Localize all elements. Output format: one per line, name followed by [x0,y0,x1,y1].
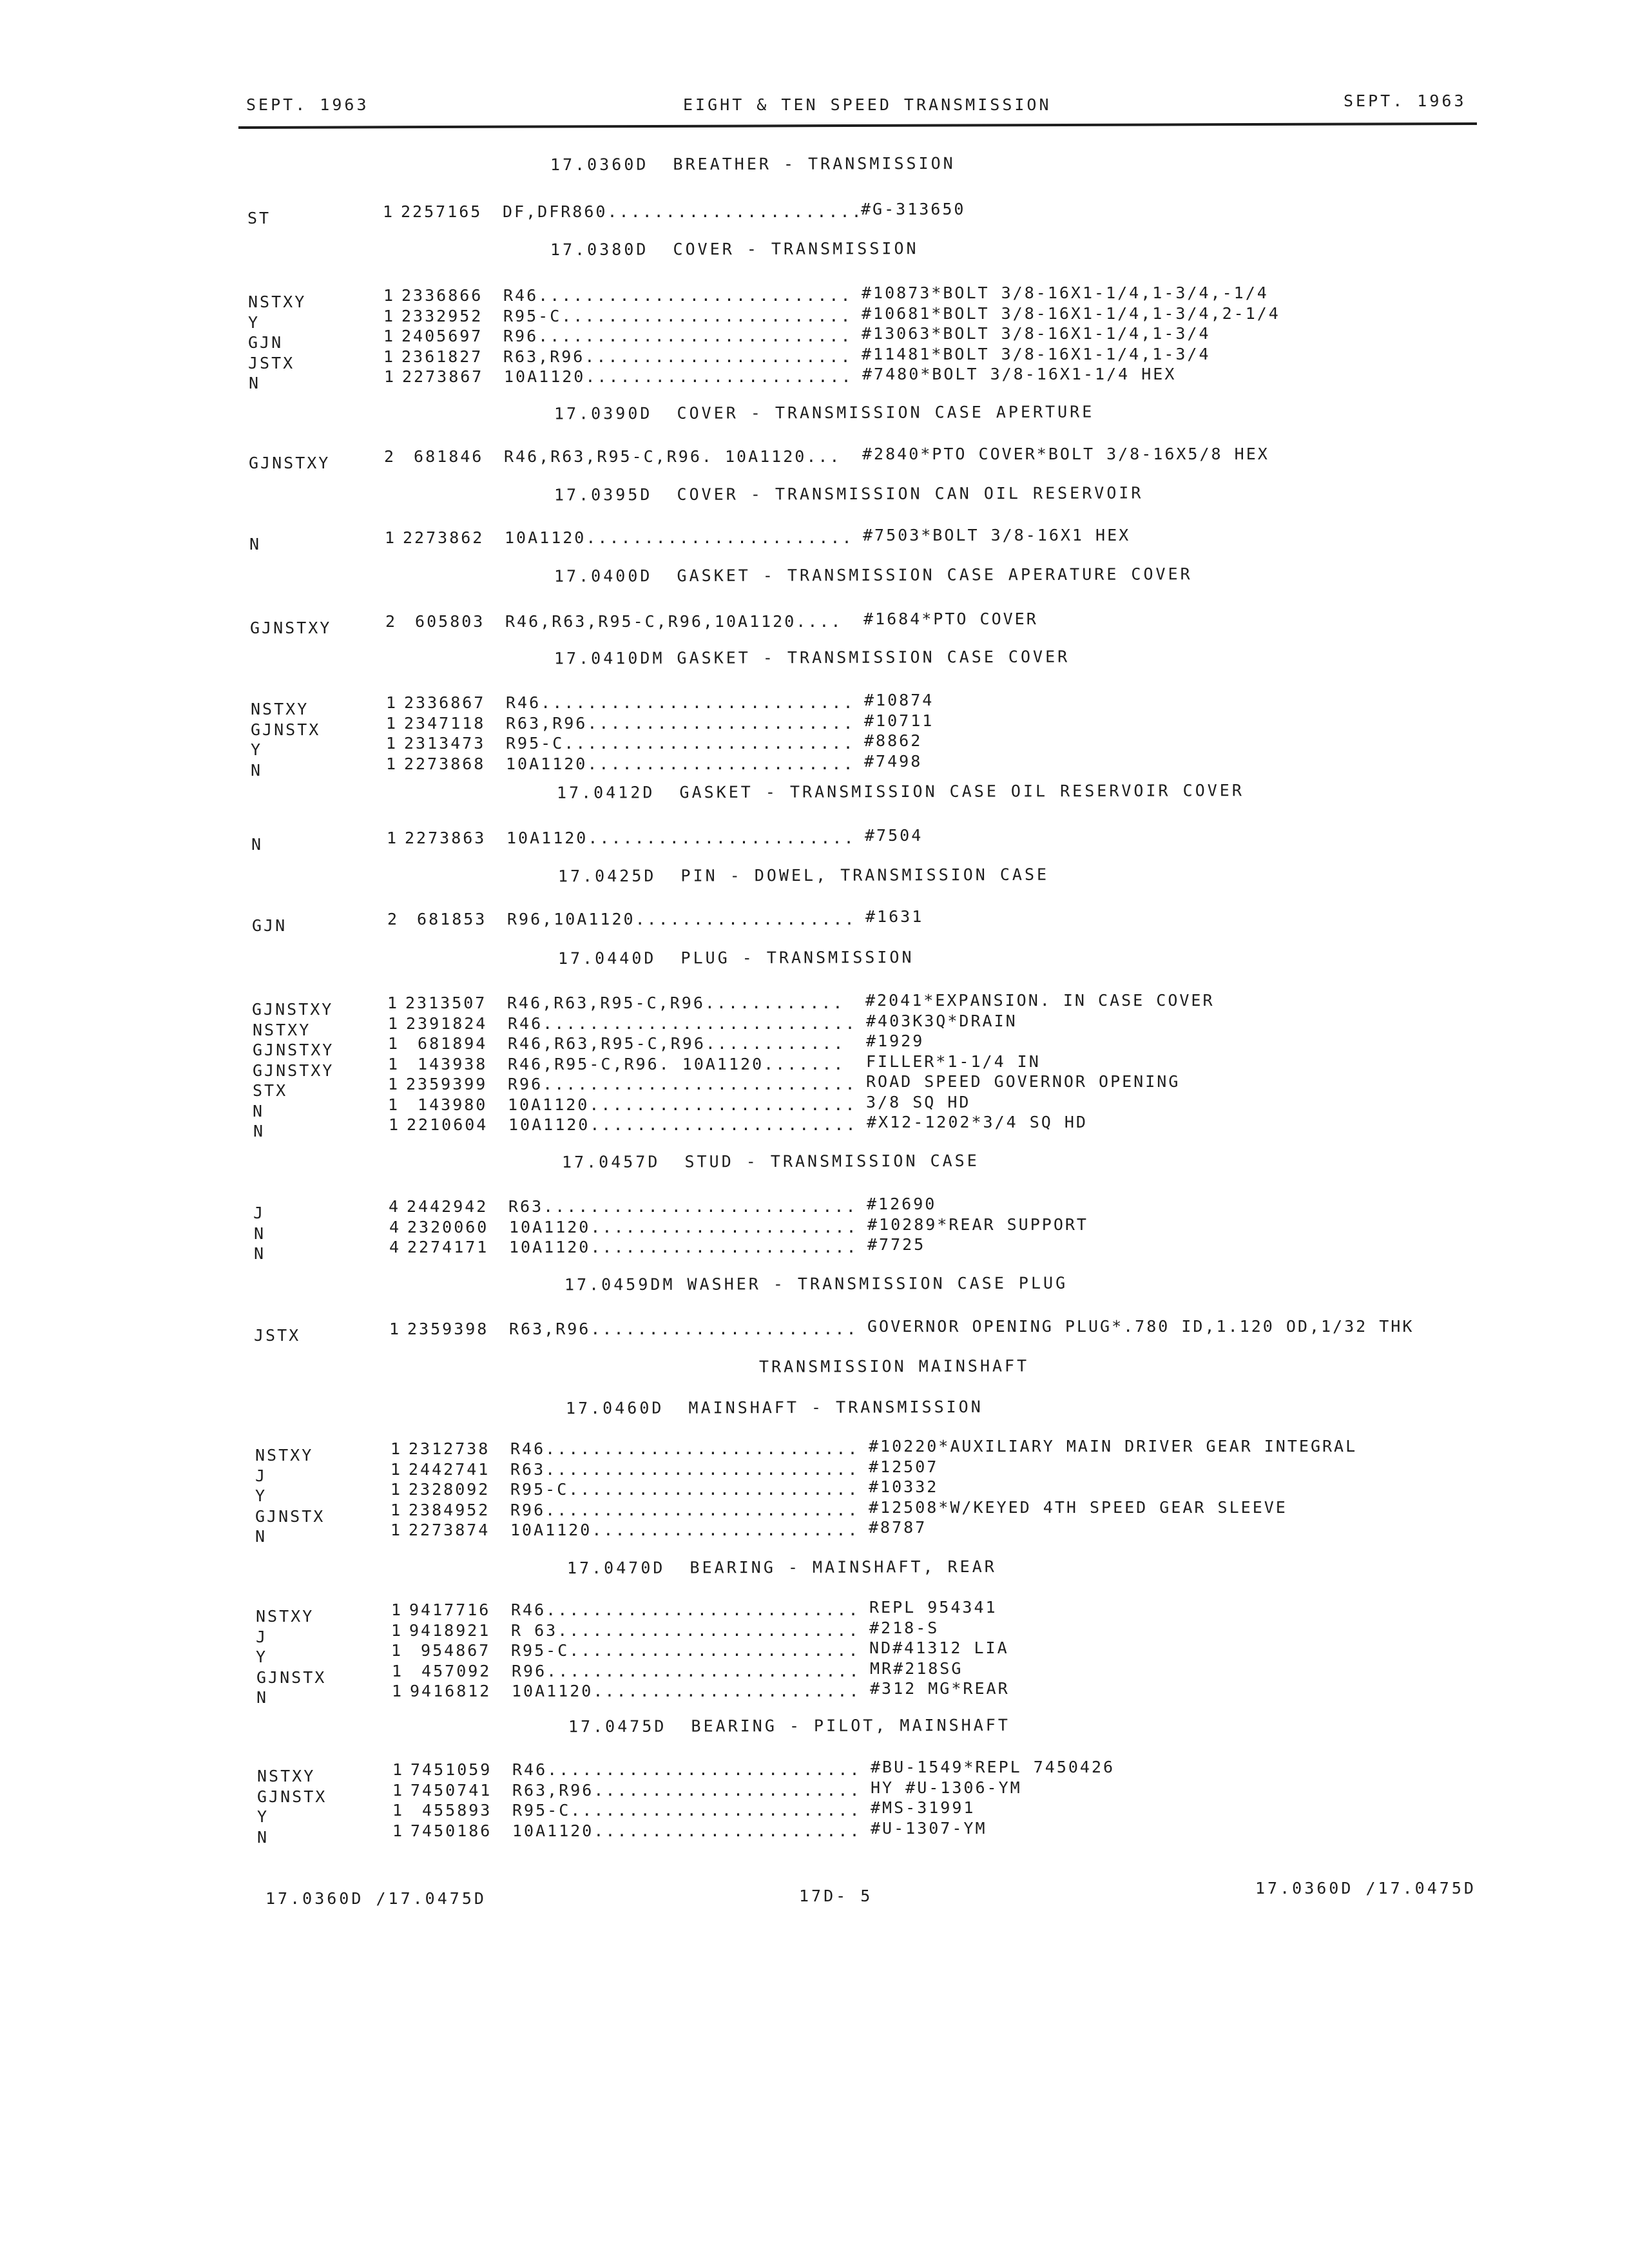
row-qty: 1 [390,1480,403,1499]
row-reference: #7503*BOLT 3/8-16X1 HEX [863,526,1131,544]
row-reference: #X12-1202*3/4 SQ HD [867,1113,1088,1131]
table-row [0,1639,1629,1666]
row-reference: #G-313650 [861,200,966,218]
row-reference: #12508*W/KEYED 4TH SPEED GEAR SLEEVE [869,1497,1287,1517]
row-qty: 1 [386,693,398,712]
row-qty: 1 [386,713,398,733]
row-reference: #7498 [864,751,923,771]
section-heading: 17.0400D GASKET - TRANSMISSION CASE APERATURE COVER [554,564,1193,586]
section-heading: 17.0459DM WASHER - TRANSMISSION CASE PLUG [564,1273,1068,1294]
section-heading: 17.0410DM GASKET - TRANSMISSION CASE COVER [554,647,1070,668]
row-reference: #1929 [866,1032,925,1050]
row-reference: #11481*BOLT 3/8-16X1-1/4,1-3/4 [862,344,1211,363]
row-qty: 1 [391,1641,403,1660]
row-part-number: 2273862 [403,528,485,547]
row-qty: 1 [384,367,396,386]
row-part-number: 7451059 [410,1760,492,1779]
row-qty: 1 [388,1095,400,1114]
section-heading: 17.0390D COVER - TRANSMISSION CASE APERTURE [554,402,1095,423]
row-application: R46,R63,R95-C,R96............ [507,994,845,1012]
table-row [0,1457,1629,1485]
row-part-number: 2313507 [405,994,487,1012]
row-part-number: 605803 [403,612,485,631]
row-reference: #8862 [864,731,923,750]
row-qty: 2 [385,612,398,631]
row-models: NSTXY [251,700,309,718]
row-qty: 1 [387,829,399,847]
row-models: N [257,1827,269,1847]
row-reference: #U-1307-YM [871,1818,987,1838]
row-reference: #403K3Q*DRAIN [866,1011,1017,1030]
row-reference: #10681*BOLT 3/8-16X1-1/4,1-3/4,2-1/4 [862,303,1280,323]
row-application: 10A1120....................... [508,1115,858,1134]
table-row [0,1113,1629,1140]
row-application: R96,10A1120................... [507,910,856,928]
row-part-number: 2336866 [401,286,483,305]
row-qty: 1 [389,1320,401,1338]
row-models: GJNSTX [255,1506,325,1526]
row-qty: 1 [383,306,396,325]
table-row [0,1778,1629,1806]
row-application: R63........................... [508,1197,858,1216]
row-models: N [251,760,263,780]
row-models: Y [257,1807,269,1826]
row-part-number: 2384952 [409,1500,490,1519]
row-part-number: 2361827 [401,347,483,366]
row-models: N [249,535,262,553]
row-reference: #10711 [864,711,934,730]
row-application: 10A1120....................... [506,829,856,847]
row-part-number: 457092 [410,1661,492,1680]
row-models: N [255,1527,267,1546]
row-models: J [256,1627,268,1646]
row-qty: 1 [388,1034,400,1053]
section-heading: 17.0460D MAINSHAFT - TRANSMISSION [565,1397,983,1418]
row-application: R95-C......................... [512,1801,862,1820]
row-reference: ND#41312 LIA [869,1639,1009,1657]
row-part-number: 143980 [406,1095,488,1114]
row-application: 10A1120....................... [505,528,854,547]
row-models: GJNSTXY [252,1000,334,1019]
row-models: NSTXY [253,1020,311,1039]
row-models: N [254,1244,266,1263]
row-reference: #10873*BOLT 3/8-16X1-1/4,1-3/4,-1/4 [862,284,1269,302]
section-heading: 17.0380D COVER - TRANSMISSION [550,239,919,259]
row-application: R96........................... [508,1075,857,1093]
table-row [0,731,1629,759]
row-application: R63,R96....................... [509,1320,858,1338]
row-models: GJNSTXY [253,1041,334,1059]
table-row [0,1072,1629,1100]
row-application: R95-C......................... [511,1641,860,1660]
row-models: J [255,1466,267,1485]
row-application: 10A1120....................... [508,1095,857,1114]
row-models: GJNSTXY [250,619,332,637]
row-qty: 1 [387,994,400,1012]
table-row [0,445,1629,472]
row-reference: #7480*BOLT 3/8-16X1-1/4 HEX [862,365,1177,383]
row-reference: #7504 [865,826,923,845]
table-row [0,1598,1629,1626]
row-qty: 1 [392,1682,404,1700]
section-heading: 17.0360D BREATHER - TRANSMISSION [550,153,956,175]
row-models: GJNSTXY [249,454,331,472]
row-models: NSTXY [248,293,307,311]
row-part-number: 2274171 [407,1238,489,1256]
table-row [0,1092,1629,1120]
row-part-number: 2442741 [409,1459,490,1479]
row-qty: 2 [384,447,396,466]
section-heading: 17.0425D PIN - DOWEL, TRANSMISSION CASE [557,865,1050,886]
row-application: R46........................... [508,1014,857,1033]
table-row [0,826,1629,854]
row-models: ST [247,209,271,227]
table-row [0,1798,1629,1826]
row-part-number: 2273868 [404,754,486,773]
table-row [0,1818,1629,1847]
row-part-number: 954867 [409,1641,491,1660]
row-models: GJN [248,333,284,352]
row-qty: 1 [391,1600,403,1619]
row-models: GJNSTXY [253,1061,334,1080]
row-reference: REPL 954341 [869,1598,998,1617]
row-qty: 1 [390,1500,403,1519]
row-models: GJN [252,916,287,935]
row-reference: #8787 [869,1518,927,1537]
header-right-date: SEPT. 1963 [1344,91,1467,110]
row-reference: 3/8 SQ HD [866,1092,971,1111]
row-qty: 1 [383,202,395,221]
row-models: N [253,1101,265,1120]
row-models: JSTX [248,353,295,372]
row-application: 10A1120....................... [504,367,853,386]
table-row [0,1658,1629,1687]
section-heading: 17.0475D BEARING - PILOT, MAINSHAFT [568,1715,1010,1736]
row-models: JSTX [254,1326,301,1345]
row-qty: 1 [383,327,396,345]
row-application: 10A1120....................... [512,1682,861,1700]
table-row [0,1758,1629,1785]
row-application: R 63.......................... [511,1620,860,1640]
row-part-number: 2210604 [407,1115,488,1134]
table-row [0,991,1629,1019]
row-part-number: 9417716 [409,1600,491,1619]
row-reference: #12690 [867,1195,937,1213]
table-row [0,1317,1629,1345]
row-application: DF,DFR860...................... [503,202,863,221]
row-application: R46........................... [503,286,853,305]
row-reference: #10874 [864,691,934,709]
footer-page-number: 17D- 5 [799,1887,873,1905]
row-reference: FILLER*1-1/4 IN [866,1052,1041,1071]
row-models: J [253,1204,265,1222]
table-row [0,365,1629,392]
row-part-number: 2257165 [401,202,483,221]
row-part-number: 2320060 [407,1217,489,1236]
table-row [0,1195,1629,1222]
table-row [0,711,1629,739]
table-row [0,751,1629,780]
row-reference: #1684*PTO COVER [863,610,1038,628]
row-application: 10A1120....................... [509,1238,858,1256]
row-models: GJNSTX [257,1787,327,1806]
table-row [0,344,1629,372]
row-models: NSTXY [256,1607,314,1626]
row-models: STX [253,1081,288,1100]
table-row [0,303,1629,332]
row-application: 10A1120....................... [509,1217,858,1236]
table-row [0,1032,1629,1059]
table-row [0,1497,1629,1526]
row-qty: 1 [391,1620,403,1640]
row-qty: 2 [387,910,400,928]
row-reference: #12507 [869,1457,939,1476]
row-application: R46,R63,R95-C,R96............ [508,1034,845,1053]
row-reference: #10332 [869,1477,939,1496]
row-models: N [253,1122,265,1140]
row-application: 10A1120....................... [510,1521,860,1539]
row-part-number: 2347118 [404,713,486,733]
row-application: 10A1120....................... [512,1821,862,1840]
header-title: EIGHT & TEN SPEED TRANSMISSION [683,95,1052,114]
row-reference: #MS-31991 [871,1798,976,1817]
row-qty: 1 [390,1459,403,1479]
row-reference: GOVERNOR OPENING PLUG*.780 ID,1.120 OD,1/32 THK [867,1317,1414,1336]
footer-right: 17.0360D /17.0475D [1255,1879,1476,1898]
row-models: Y [255,1486,267,1505]
row-part-number: 2359399 [406,1075,488,1093]
row-qty: 4 [389,1197,401,1216]
row-application: R46,R63,R95-C,R96. 10A1120... [504,447,842,466]
row-models: N [251,835,264,854]
row-reference: #218-S [869,1618,940,1637]
row-application: R63........................... [510,1459,860,1479]
row-application: R46........................... [506,693,855,712]
row-application: R46........................... [512,1760,862,1779]
row-application: R46,R63,R95-C,R96,10A1120.... [505,612,843,631]
row-part-number: 681846 [402,447,484,466]
row-models: NSTXY [255,1446,314,1465]
row-application: R96........................... [512,1661,861,1680]
row-part-number: 681894 [406,1034,488,1053]
row-part-number: 2336867 [404,693,486,712]
row-qty: 1 [389,1115,401,1134]
row-models: NSTXY [257,1767,316,1785]
row-models: N [256,1688,269,1707]
row-application: R96........................... [510,1500,860,1519]
row-part-number: 455893 [410,1801,492,1820]
section-heading: 17.0412D GASKET - TRANSMISSION CASE OIL RESERVOIR COVER [556,781,1244,802]
row-qty: 1 [386,734,398,753]
row-reference: #2041*EXPANSION. IN CASE COVER [865,991,1215,1010]
table-row [0,1235,1629,1263]
section-heading: 17.0395D COVER - TRANSMISSION CAN OIL RESERVOIR [554,483,1144,505]
table-row [0,1618,1629,1646]
row-reference: ROAD SPEED GOVERNOR OPENING [866,1072,1181,1091]
row-models: Y [248,312,260,332]
row-qty: 1 [392,1780,405,1800]
header-left-date: SEPT. 1963 [246,95,369,114]
table-row [0,610,1629,637]
row-part-number: 2405697 [401,327,483,345]
table-row [0,1679,1629,1707]
row-application: R95-C......................... [506,734,855,753]
row-part-number: 2442942 [407,1197,488,1216]
row-models: Y [251,740,263,759]
row-part-number: 7450741 [410,1780,492,1800]
row-application: R95-C......................... [510,1480,860,1499]
row-application: R63,R96....................... [506,713,855,733]
row-part-number: 2312738 [409,1439,490,1458]
row-qty: 4 [389,1238,401,1256]
row-part-number: 2313473 [404,734,486,753]
row-qty: 1 [383,286,396,305]
row-models: N [249,374,261,392]
row-qty: 1 [385,528,397,547]
row-application: R46,R95-C,R96. 10A1120....... [508,1054,845,1073]
row-part-number: 2273863 [405,829,487,847]
table-row [0,691,1629,718]
section-heading: TRANSMISSION MAINSHAFT [758,1356,1030,1376]
row-qty: 1 [392,1760,405,1779]
row-application: 10A1120....................... [506,754,855,773]
row-application: R95-C......................... [503,306,853,325]
row-reference: #312 MG*REAR [870,1679,1010,1698]
row-part-number: 2273874 [409,1521,490,1539]
table-row [0,1215,1629,1243]
row-models: Y [256,1648,268,1666]
row-qty: 1 [392,1661,404,1680]
row-qty: 1 [390,1521,403,1539]
row-reference: HY #U-1306-YM [871,1778,1022,1797]
row-part-number: 2332952 [401,306,483,325]
table-row [0,907,1629,935]
footer-left: 17.0360D /17.0475D [265,1889,487,1908]
row-reference: #10289*REAR SUPPORT [867,1215,1088,1234]
row-qty: 1 [386,754,398,773]
row-part-number: 2359398 [407,1320,489,1338]
section-heading: 17.0457D STUD - TRANSMISSION CASE [561,1151,979,1172]
row-reference: #BU-1549*REPL 7450426 [871,1758,1115,1776]
row-reference: #7725 [867,1235,926,1254]
row-application: R46........................... [511,1600,860,1619]
row-reference: MR#218SG [870,1658,963,1678]
row-qty: 1 [388,1075,400,1093]
row-models: N [254,1224,266,1243]
section-heading: 17.0440D PLUG - TRANSMISSION [557,948,914,968]
row-application: R46........................... [510,1439,860,1458]
row-reference: #1631 [865,907,924,926]
row-qty: 1 [392,1821,405,1840]
row-application: R96........................... [503,327,853,345]
row-part-number: 2328092 [409,1480,490,1499]
row-part-number: 7450186 [410,1821,492,1840]
row-part-number: 9418921 [409,1620,491,1640]
table-row [0,1518,1629,1546]
table-row [0,324,1629,352]
row-models: GJNSTX [256,1667,327,1687]
row-qty: 1 [392,1801,405,1820]
row-part-number: 143938 [406,1054,488,1073]
row-qty: 1 [388,1054,400,1073]
table-row [0,1011,1629,1039]
table-row [0,1437,1629,1465]
row-application: R63,R96....................... [512,1780,862,1800]
row-part-number: 681853 [405,910,487,928]
row-application: R63,R96....................... [503,347,853,366]
table-row [0,284,1629,311]
table-row [0,1477,1629,1505]
row-part-number: 2273867 [402,367,484,386]
row-qty: 4 [389,1217,401,1236]
section-heading: 17.0470D BEARING - MAINSHAFT, REAR [566,1557,997,1578]
row-qty: 1 [388,1014,400,1033]
row-part-number: 9416812 [410,1682,492,1700]
row-qty: 1 [383,347,396,366]
row-qty: 1 [390,1439,403,1458]
row-reference: #10220*AUXILIARY MAIN DRIVER GEAR INTEGRAL [869,1437,1358,1456]
header-rule [238,122,1477,129]
row-reference: #13063*BOLT 3/8-16X1-1/4,1-3/4 [862,324,1211,343]
row-part-number: 2391824 [406,1014,488,1033]
row-reference: #2840*PTO COVER*BOLT 3/8-16X5/8 HEX [862,445,1269,463]
table-row [0,526,1629,553]
row-models: GJNSTX [251,720,321,739]
table-row [0,1052,1629,1080]
table-row [0,200,1629,227]
